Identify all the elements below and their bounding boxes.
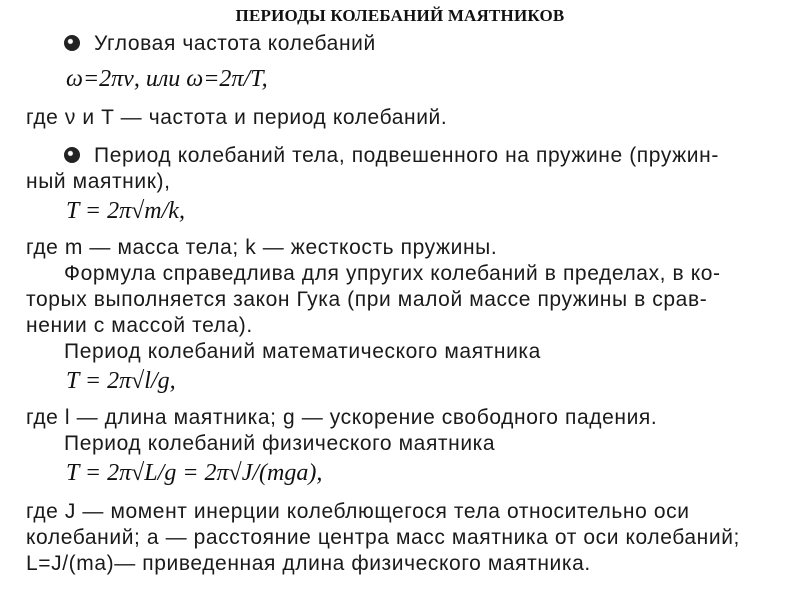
text-line-5: ный маятник), <box>26 170 171 193</box>
text-line-18: L=J/(ma)— приведенная длина физического маятника. <box>26 552 591 575</box>
formula-spring-pendulum: T = 2π√m/k, <box>66 198 185 224</box>
text-line-16: где J — момент инерции колеблющегося тела относительно оси <box>26 500 690 523</box>
text-line-3: где ν и T — частота и период колебаний. <box>26 106 448 129</box>
text-line-17: колебаний; a — расстояние центра масс маятника от оси колебаний; <box>26 526 740 549</box>
text-line-14: Период колебаний физического маятника <box>64 432 496 455</box>
text-line-8: Формула справедлива для упругих колебаний в пределах, в ко- <box>64 262 721 285</box>
bullet-icon <box>64 35 80 51</box>
section-angular-frequency <box>64 32 376 56</box>
text-line-7: где m — масса тела; k — жесткость пружины. <box>26 236 498 259</box>
text-line-1: Угловая частота колебаний <box>94 32 376 55</box>
formula-math-pendulum: T = 2π√l/g, <box>66 368 176 394</box>
formula-physical-pendulum: T = 2π√L/g = 2π√J/(mga), <box>66 460 323 486</box>
text-line-10: нении с массой тела). <box>26 314 253 337</box>
page-title: ПЕРИОДЫ КОЛЕБАНИЙ МАЯТНИКОВ <box>235 6 565 25</box>
text-line-13: где l — длина маятника; g — ускорение свободного падения. <box>26 406 658 429</box>
bullet-icon <box>64 147 80 163</box>
formula-angular-frequency: ω=2πν, или ω=2π/T, <box>66 66 268 92</box>
text-line-4: Период колебаний тела, подвешенного на пружине (пружин- <box>94 144 719 167</box>
text-line-11: Период колебаний математического маятника <box>64 340 541 363</box>
section-spring-pendulum <box>64 144 719 168</box>
text-line-9: торых выполняется закон Гука (при малой массе пружины в срав- <box>26 288 708 311</box>
